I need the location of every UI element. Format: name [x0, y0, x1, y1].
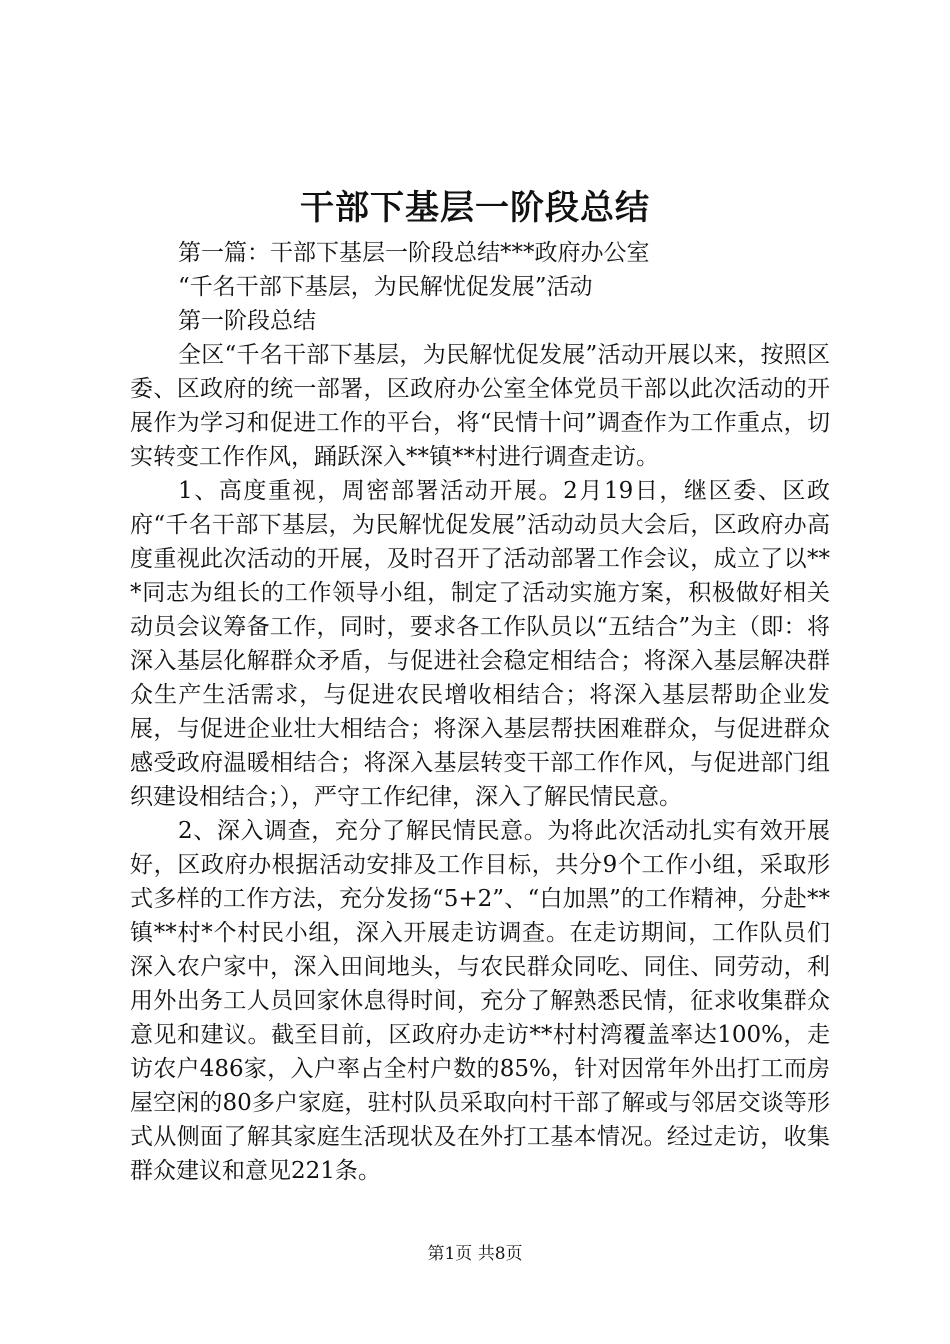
body-paragraph: 1、高度重视，周密部署活动开展。2月19日，继区委、区政府“千名干部下基层，为民解忧促发展”活动动员大会后，区政府办高度重视此次活动的开展，及时召开了活动部署工作会议，成立了以***同志为组长的工作领导小组，制定了活动实施方案，积极做好相关动员会议筹备工作，同时，要求各工作队员以“五结合”为主（即：将深入基层化解群众矛盾，与促进社会稳定相结合；将深入基层解决群众生产生活需求，与促进农民增收相结合；将深入基层帮助企业发展，与促进企业壮大相结合；将深入基层帮扶困难群众，与促进群众感受政府温暖相结合；将深入基层转变干部工作作风，与促进部门组织建设相结合；），严守工作纪律，深入了解民情民意。	[130, 478, 830, 810]
document-body	[130, 236, 830, 1188]
body-paragraph: 2、深入调查，充分了解民情民意。为将此次活动扎实有效开展好，区政府办根据活动安排及工作目标，共分9个工作小组，采取形式多样的工作方法，充分发扬“5+2”、“白加黑”的工作精神，分赴**镇**村*个村民小组，深入开展走访调查。在走访期间，工作队员们深入农户家中，深入田间地头，与农民群众同吃、同住、同劳动，利用外出务工人员回家休息得时间，充分了解熟悉民情，征求收集群众意见和建议。截至目前，区政府办走访**村村湾覆盖率达100%，走访农户486家，入户率占全村户数的85%，针对因常年外出打工而房屋空闲的80多户家庭，驻村队员采取向村干部了解或与邻居交谈等形式从侧面了解其家庭生活现状及在外打工基本情况。经过走访，收集群众建议和意见221条。	[130, 818, 830, 1184]
heading-line: 第一阶段总结	[178, 308, 316, 334]
body-paragraph: 全区“千名干部下基层，为民解忧促发展”活动开展以来，按照区委、区政府的统一部署，区政府办公室全体党员干部以此次活动的开展作为学习和促进工作的平台，将“民情十问”调查作为工作重点，切实转变工作作风，踊跃深入**镇**村进行调查走访。	[130, 342, 830, 470]
heading-line: 第一篇：干部下基层一阶段总结***政府办公室	[178, 240, 650, 266]
page-footer: 第1页 共8页	[427, 1244, 523, 1264]
document-title: 干部下基层一阶段总结	[300, 188, 650, 228]
heading-line: “千名干部下基层，为民解忧促发展”活动	[178, 274, 593, 300]
